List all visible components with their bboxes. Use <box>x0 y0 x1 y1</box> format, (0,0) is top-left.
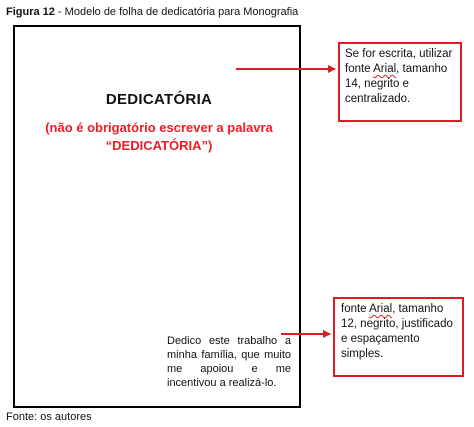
callout-title-format <box>338 42 462 122</box>
callout-body-text-after: , tamanho 12, negrito, justificado e espaçamento simples. <box>341 303 453 360</box>
callout-title-format-text <box>345 47 455 107</box>
dedication-optional-note: (não é obrigatório escrever a palavra “DEDICATÓRIA”) <box>45 120 273 153</box>
figure-label: Figura 12 <box>6 6 55 18</box>
callout-title-text-after: , tamanho 14, negrito e centralizado. <box>345 63 448 105</box>
figure-source: Fonte: os autores <box>6 411 92 423</box>
dedication-title: DEDICATÓRIA <box>105 91 213 108</box>
callout-body-format <box>333 297 464 377</box>
callout-body-font-word: Arial <box>369 303 393 315</box>
callout-body-format-text <box>341 302 456 362</box>
dedication-page-mockup <box>13 25 301 408</box>
dedication-body-text: Dedico este trabalho a minha família, que muito me apoiou e me incentivou a realizá-lo. <box>167 335 291 389</box>
callout-body-text-before: fonte <box>341 303 370 315</box>
callout-title-text-before: Se for escrita, utilizar fonte <box>345 48 453 75</box>
callout-title-font-word: Arial <box>373 63 397 75</box>
figure-caption <box>6 6 298 18</box>
figure-title: - Modelo de folha de dedicatória para Monografia <box>54 6 299 18</box>
